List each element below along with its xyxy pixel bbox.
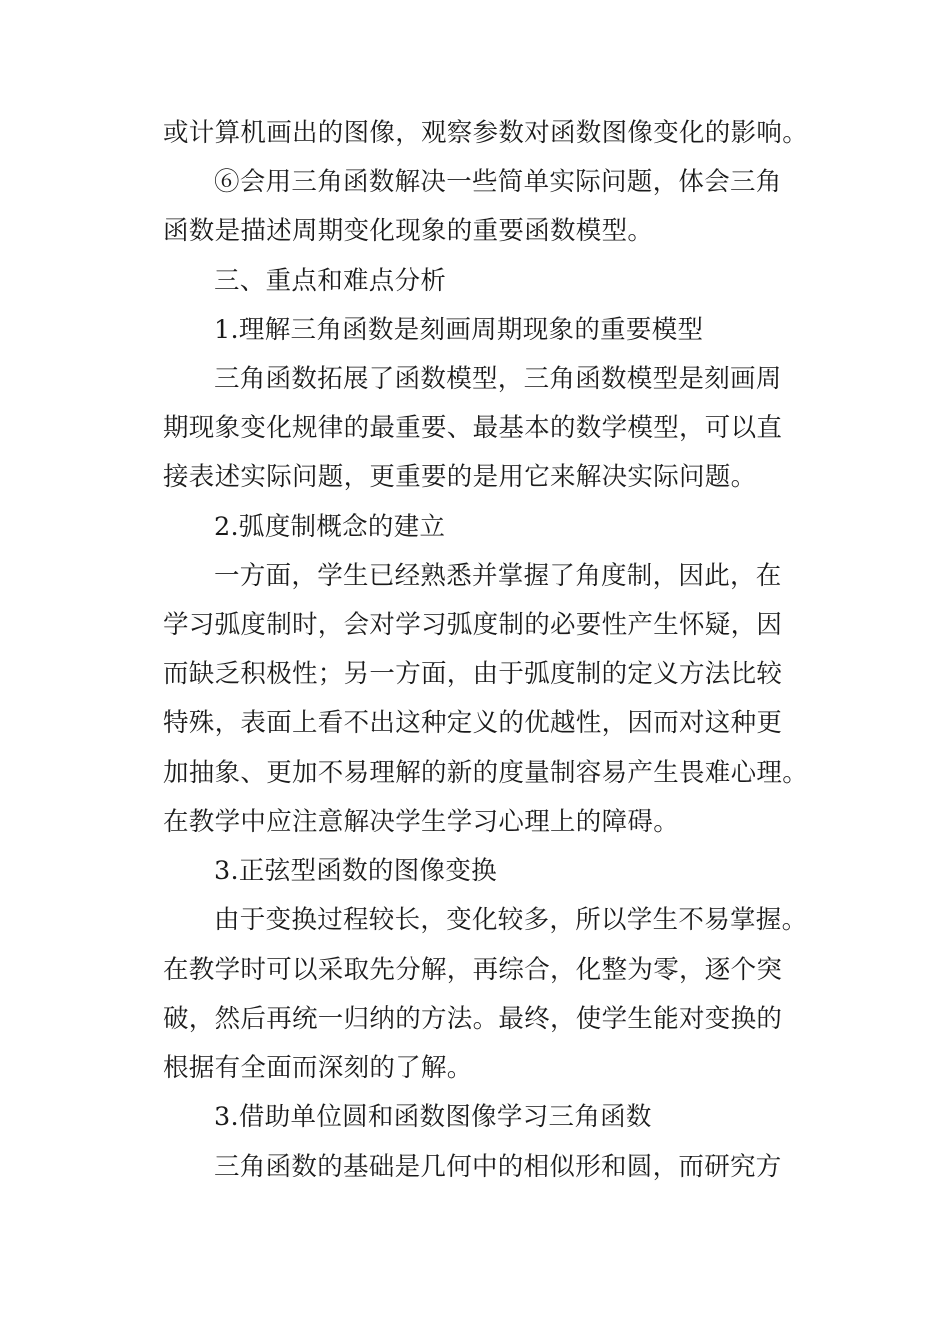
body-text-line: 接表述实际问题，更重要的是用它来解决实际问题。 xyxy=(163,462,757,492)
body-text-line: 在教学中应注意解决学生学习心理上的障碍。 xyxy=(163,807,680,837)
paragraph-first-line: 由于变换过程较长，变化较多，所以学生不易掌握。 xyxy=(214,905,808,935)
body-text-line: 在教学时可以采取先分解，再综合，化整为零，逐个突 xyxy=(163,955,783,985)
paragraph-first-line: 三角函数的基础是几何中的相似形和圆，而研究方 xyxy=(214,1152,782,1182)
body-text-line: 而缺乏积极性；另一方面，由于弧度制的定义方法比较 xyxy=(163,659,783,689)
body-text-line: 加抽象、更加不易理解的新的度量制容易产生畏难心理。 xyxy=(163,758,809,788)
subsection-heading: 3.借助单位圆和函数图像学习三角函数 xyxy=(214,1102,652,1132)
section-heading: 三、重点和难点分析 xyxy=(214,266,447,296)
body-text-line: 特殊，表面上看不出这种定义的优越性，因而对这种更 xyxy=(163,708,783,738)
paragraph-first-line: 三角函数拓展了函数模型，三角函数模型是刻画周 xyxy=(214,364,782,394)
body-text-line: 破，然后再统一归纳的方法。最终，使学生能对变换的 xyxy=(163,1004,783,1034)
body-text-line: 根据有全面而深刻的了解。 xyxy=(163,1053,473,1083)
body-text-line: 学习弧度制时，会对学习弧度制的必要性产生怀疑，因 xyxy=(163,610,783,640)
body-text-line: 函数是描述周期变化现象的重要函数模型。 xyxy=(163,216,654,246)
body-text-line: 期现象变化规律的最重要、最基本的数学模型，可以直 xyxy=(163,413,783,443)
paragraph-first-line: 一方面，学生已经熟悉并掌握了角度制，因此，在 xyxy=(214,561,782,591)
list-item-text: ⑥会用三角函数解决一些简单实际问题，体会三角 xyxy=(214,167,782,197)
subsection-heading: 1.理解三角函数是刻画周期现象的重要模型 xyxy=(214,315,704,345)
subsection-heading: 3.正弦型函数的图像变换 xyxy=(214,856,497,886)
subsection-heading: 2.弧度制概念的建立 xyxy=(214,512,446,542)
body-text-line: 或计算机画出的图像，观察参数对函数图像变化的影响。 xyxy=(163,118,809,148)
